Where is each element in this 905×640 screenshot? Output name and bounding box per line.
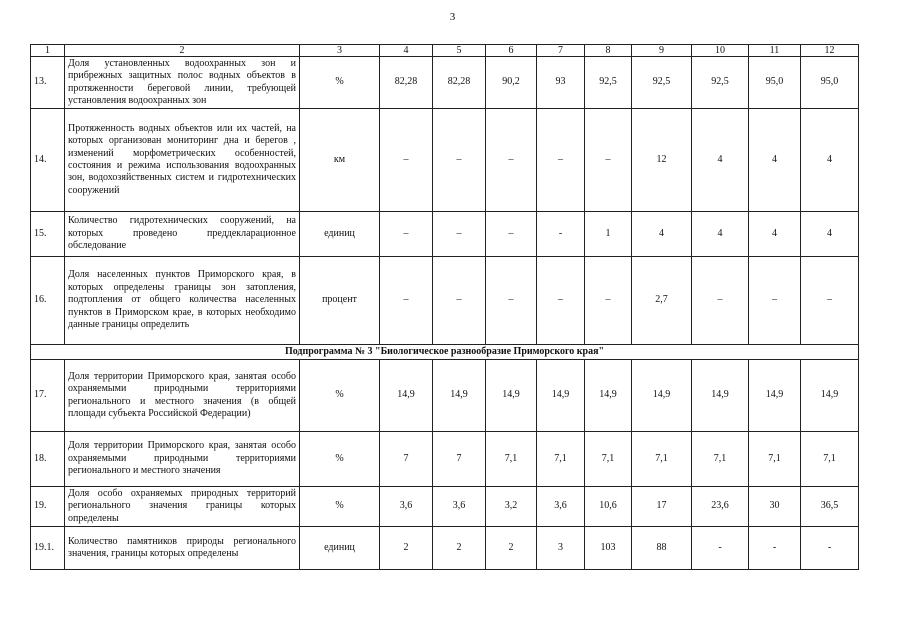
indicator-value: 82,28 <box>433 57 486 109</box>
indicator-value: 36,5 <box>801 487 859 527</box>
column-number-cell: 11 <box>749 45 801 57</box>
column-number-cell: 5 <box>433 45 486 57</box>
indicator-value: 4 <box>692 212 749 257</box>
indicator-value: 7 <box>380 432 433 487</box>
indicator-value: 7,1 <box>585 432 632 487</box>
indicator-value: 92,5 <box>692 57 749 109</box>
indicator-row <box>31 527 859 570</box>
indicator-value: 2 <box>380 527 433 570</box>
indicator-value: 1 <box>585 212 632 257</box>
indicator-value: 90,2 <box>486 57 537 109</box>
indicator-value: 95,0 <box>801 57 859 109</box>
row-number: 13. <box>31 57 65 109</box>
indicator-value: 12 <box>632 109 692 212</box>
indicator-value: 7 <box>433 432 486 487</box>
indicator-value: – <box>380 212 433 257</box>
indicator-row <box>31 57 859 109</box>
indicator-value: 14,9 <box>380 360 433 432</box>
indicator-description: Доля установленных водоохранных зон и прибрежных защитных полос водных объектов в протяженности береговой линии, требующей установления водоохранных зон <box>65 57 300 109</box>
indicator-value: – <box>801 257 859 345</box>
indicator-value: 82,28 <box>380 57 433 109</box>
subprogram-title: Подпрограмма № 3 "Биологическое разнообразие Приморского края" <box>31 345 859 360</box>
indicator-value: – <box>486 109 537 212</box>
page-number: 3 <box>449 11 456 23</box>
unit-of-measure: единиц <box>300 527 380 570</box>
column-number-cell: 4 <box>380 45 433 57</box>
indicator-value: – <box>585 257 632 345</box>
indicator-value: – <box>749 257 801 345</box>
unit-of-measure: единиц <box>300 212 380 257</box>
indicator-value: 2 <box>433 527 486 570</box>
indicator-value: 10,6 <box>585 487 632 527</box>
indicator-description: Доля особо охраняемых природных территорий регионального значения границы которых определены <box>65 487 300 527</box>
indicator-value: - <box>801 527 859 570</box>
indicator-value: – <box>380 109 433 212</box>
indicator-value: 3,6 <box>433 487 486 527</box>
indicator-value: 14,9 <box>801 360 859 432</box>
indicator-value: – <box>486 257 537 345</box>
indicator-row <box>31 487 859 527</box>
indicator-value: 14,9 <box>585 360 632 432</box>
indicator-value: 3,2 <box>486 487 537 527</box>
indicator-description: Доля населенных пунктов Приморского края, в которых определены границы зон затопления, подтопления от общего количества населенных пунктов в Приморском крае, в которых необходимо данные границы определить <box>65 257 300 345</box>
row-number: 19. <box>31 487 65 527</box>
indicator-value: – <box>537 257 585 345</box>
indicator-value: - <box>749 527 801 570</box>
unit-of-measure: % <box>300 432 380 487</box>
column-number-cell: 10 <box>692 45 749 57</box>
indicator-value: 4 <box>749 212 801 257</box>
indicator-value: 4 <box>692 109 749 212</box>
column-number-cell: 2 <box>65 45 300 57</box>
indicator-value: – <box>433 212 486 257</box>
row-number: 14. <box>31 109 65 212</box>
indicator-value: – <box>537 109 585 212</box>
indicator-value: 4 <box>749 109 801 212</box>
indicator-value: – <box>692 257 749 345</box>
indicator-value: 93 <box>537 57 585 109</box>
indicator-value: 4 <box>632 212 692 257</box>
indicator-value: 14,9 <box>692 360 749 432</box>
indicator-value: 92,5 <box>632 57 692 109</box>
indicator-value: 14,9 <box>749 360 801 432</box>
indicator-value: 7,1 <box>801 432 859 487</box>
indicator-description: Доля территории Приморского края, занятая особо охраняемыми природными территориями регионального и местного значения <box>65 432 300 487</box>
indicators-table <box>30 44 859 570</box>
unit-of-measure: % <box>300 360 380 432</box>
indicator-value: 7,1 <box>486 432 537 487</box>
row-number: 17. <box>31 360 65 432</box>
column-number-cell: 9 <box>632 45 692 57</box>
subprogram-heading-row <box>31 345 859 360</box>
column-number-cell: 6 <box>486 45 537 57</box>
indicator-value: – <box>585 109 632 212</box>
unit-of-measure: км <box>300 109 380 212</box>
indicator-value: 14,9 <box>632 360 692 432</box>
indicator-value: 4 <box>801 212 859 257</box>
indicator-description: Доля территории Приморского края, занятая особо охраняемыми природными территориями регионального и местного значения (в общей площади субъекта Российской Федерации) <box>65 360 300 432</box>
indicator-row <box>31 360 859 432</box>
indicator-value: 14,9 <box>537 360 585 432</box>
column-number-cell: 8 <box>585 45 632 57</box>
indicator-value: 17 <box>632 487 692 527</box>
indicator-row <box>31 109 859 212</box>
indicator-value: 7,1 <box>692 432 749 487</box>
indicator-value: - <box>537 212 585 257</box>
indicator-value: 2,7 <box>632 257 692 345</box>
row-number: 18. <box>31 432 65 487</box>
indicator-description: Количество гидротехнических сооружений, на которых проведено преддекларационное обследование <box>65 212 300 257</box>
indicator-description: Протяженность водных объектов или их частей, на которых организован мониторинг дна и берегов , изменений морфометрических особенностей, состояния и режима использования водоохранных зон, водохозяйственных систем и гидротехнических сооружений <box>65 109 300 212</box>
indicator-value: 7,1 <box>537 432 585 487</box>
indicator-value: 3 <box>537 527 585 570</box>
indicator-value: – <box>486 212 537 257</box>
row-number: 16. <box>31 257 65 345</box>
indicator-value: - <box>692 527 749 570</box>
indicator-value: 88 <box>632 527 692 570</box>
indicator-value: 103 <box>585 527 632 570</box>
indicator-row <box>31 212 859 257</box>
indicator-description: Количество памятников природы регионального значения, границы которых определены <box>65 527 300 570</box>
indicator-value: 14,9 <box>433 360 486 432</box>
column-number-cell: 3 <box>300 45 380 57</box>
indicator-value: 92,5 <box>585 57 632 109</box>
row-number: 19.1. <box>31 527 65 570</box>
indicator-value: 23,6 <box>692 487 749 527</box>
indicator-value: 95,0 <box>749 57 801 109</box>
indicator-value: 3,6 <box>537 487 585 527</box>
column-number-cell: 7 <box>537 45 585 57</box>
indicator-value: 30 <box>749 487 801 527</box>
indicator-value: 14,9 <box>486 360 537 432</box>
indicator-value: 3,6 <box>380 487 433 527</box>
column-number-cell: 12 <box>801 45 859 57</box>
column-number-cell: 1 <box>31 45 65 57</box>
indicator-value: 2 <box>486 527 537 570</box>
indicator-value: 4 <box>801 109 859 212</box>
indicator-value: 7,1 <box>632 432 692 487</box>
indicator-row <box>31 432 859 487</box>
indicator-value: – <box>433 109 486 212</box>
unit-of-measure: % <box>300 487 380 527</box>
indicator-row <box>31 257 859 345</box>
indicator-value: – <box>380 257 433 345</box>
column-number-row <box>31 45 859 57</box>
indicator-value: 7,1 <box>749 432 801 487</box>
row-number: 15. <box>31 212 65 257</box>
indicator-value: – <box>433 257 486 345</box>
unit-of-measure: % <box>300 57 380 109</box>
unit-of-measure: процент <box>300 257 380 345</box>
